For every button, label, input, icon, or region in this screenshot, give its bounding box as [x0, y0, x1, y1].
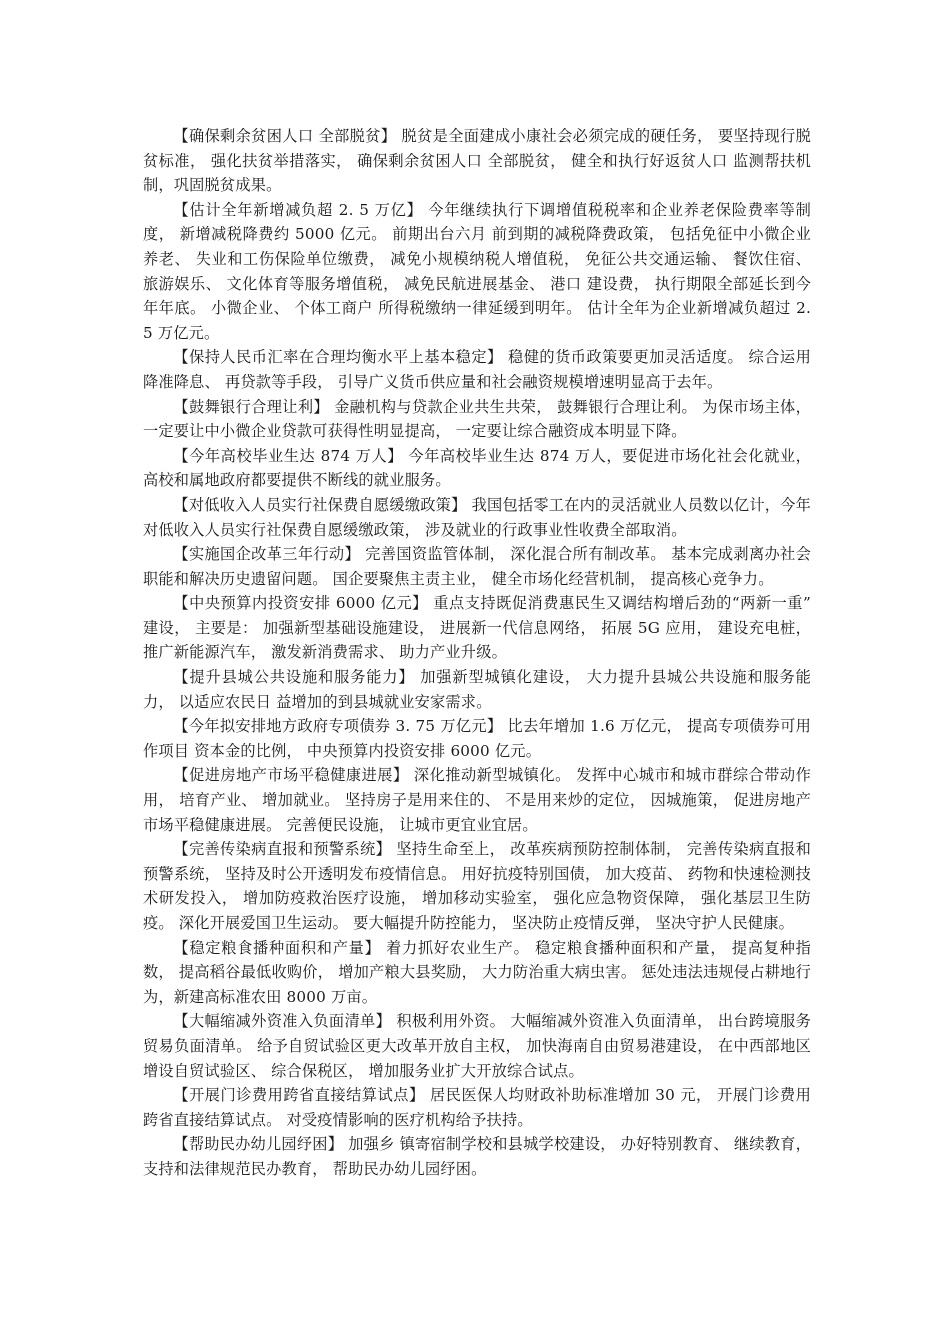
- paragraph-soe-reform: 【实施国企改革三年行动】 完善国资监管体制， 深化混合所有制改革。 基本完成剥离办社会职能和解决历史遗留问题。 国企要聚焦主责主业， 健全市场化经营机制， 提高核心竞争力。: [143, 545, 811, 588]
- paragraph-special-bonds: 【今年拟安排地方政府专项债券 3. 75 万亿元】 比去年增加 1.6 万亿元， 提高专项债券可用作项目 资本金的比例， 中央预算内投资安排 6000 亿元。: [143, 717, 811, 760]
- document-body: [143, 124, 811, 1182]
- paragraph-tax-reduction: 【估计全年新增减负超 2. 5 万亿】 今年继续执行下调增值税税率和企业养老保险费率等制度， 新增减税降费约 5000 亿元。 前期出台六月 前到期的减税降费政策， 包括免征中小微企业养老、 失业和工伤保险单位缴费， 减免小规模纳税人增值税， 免征公共交通运输、 餐饮住宿、 旅游娱乐、 文化体育等服务增值税， 减免民航进展基金、 港口 建设费， 执行期限全部延长到今年年底。 小微企业、 个体工商户 所得税缴纳一律延缓到明年。 估计全年为企业新增减负超过 2. 5 万亿元。: [143, 200, 811, 342]
- paragraph-social-insurance-deferral: 【对低收入人员实行社保费自愿缓缴政策】 我国包括零工在内的灵活就业人员数以亿计，今年对低收入人员实行社保费自愿缓缴政策， 涉及就业的行政事业性收费全部取消。: [143, 495, 811, 539]
- paragraph-county-facilities: 【提升县城公共设施和服务能力】 加强新型城镇化建设， 大力提升县城公共设施和服务能力， 以适应农民日 益增加的到县城就业安家需求。: [143, 668, 811, 711]
- paragraph-private-kindergartens: 【帮助民办幼儿园纾困】 加强乡 镇寄宿制学校和县城学校建设， 办好特别教育、 继续教育， 支持和法律规范民办教育， 帮助民办幼儿园纾困。: [143, 1135, 811, 1178]
- paragraph-outpatient-settlement: 【开展门诊费用跨省直接结算试点】 居民医保人均财政补助标准增加 30 元， 开展门诊费用跨省直接结算试点。 对受疫情影响的医疗机构给予扶持。: [143, 1086, 811, 1129]
- paragraph-graduates-employment: 【今年高校毕业生达 874 万人】 今年高校毕业生达 874 万人，要促进市场化社会化就业，高校和属地政府都要提供不断线的就业服务。: [143, 446, 811, 490]
- paragraph-bank-profit-sharing: 【鼓舞银行合理让利】 金融机构与贷款企业共生共荣， 鼓舞银行合理让利。 为保市场主体， 一定要让中小微企业贷款可获得性明显提高， 一定要让综合融资成本明显下降。: [143, 397, 811, 441]
- paragraph-poverty-alleviation: 【确保剩余贫困人口 全部脱贫】 脱贫是全面建成小康社会必须完成的硬任务， 要坚持现行脱贫标准， 强化扶贫举措落实， 确保剩余贫困人口 全部脱贫， 健全和执行好返贫人口 监测帮扶机制，巩固脱贫成果。: [143, 127, 811, 195]
- paragraph-central-budget-investment: 【中央预算内投资安排 6000 亿元】 重点支持既促消费惠民生又调结构增后劲的“两新一重” 建设， 主要是： 加强新型基础设施建设， 进展新一代信息网络， 拓展 5G 应用， 建设充电桩，推广新能源汽车， 激发新消费需求、 助力产业升级。: [143, 594, 811, 662]
- paragraph-foreign-investment: 【大幅缩减外资准入负面清单】 积极利用外资。 大幅缩减外资准入负面清单， 出台跨境服务贸易负面清单。 给予自贸试验区更大改革开放自主权， 加快海南自由贸易港建设， 在中西部地区增设自贸试验区、 综合保税区， 增加服务业扩大开放综合试点。: [143, 1012, 811, 1080]
- paragraph-grain-production: 【稳定粮食播种面积和产量】 着力抓好农业生产。 稳定粮食播种面积和产量， 提高复种指数， 提高稻谷最低收购价， 增加产粮大县奖励， 大力防治重大病虫害。 惩处违法违规侵占耕地行为，新建高标准农田 8000 万亩。: [143, 938, 811, 1006]
- paragraph-real-estate: 【促进房地产市场平稳健康进展】 深化推动新型城镇化。 发挥中心城市和城市群综合带动作用， 培育产业、 增加就业。 坚持房子是用来住的、 不是用来炒的定位， 因城施策， 促进房地产市场平稳健康进展。 完善便民设施， 让城市更宜业宜居。: [143, 766, 811, 834]
- paragraph-exchange-rate: 【保持人民币汇率在合理均衡水平上基本稳定】 稳健的货币政策要更加灵活适度。 综合运用降准降息、 再贷款等手段， 引导广义货币供应量和社会融资规模增速明显高于去年。: [143, 348, 811, 391]
- paragraph-epidemic-reporting: 【完善传染病直报和预警系统】 坚持生命至上， 改革疾病预防控制体制， 完善传染病直报和预警系统， 坚持及时公开透明发布疫情信息。 用好抗疫特别国债， 加大疫苗、 药物和快速检测技术研发投入， 增加防疫救治医疗设施， 增加移动实验室， 强化应急物资保障， 强化基层卫生防疫。 深化开展爱国卫生运动。 要大幅提升防控能力， 坚决防止疫情反弹， 坚决守护人民健康。: [143, 840, 811, 932]
